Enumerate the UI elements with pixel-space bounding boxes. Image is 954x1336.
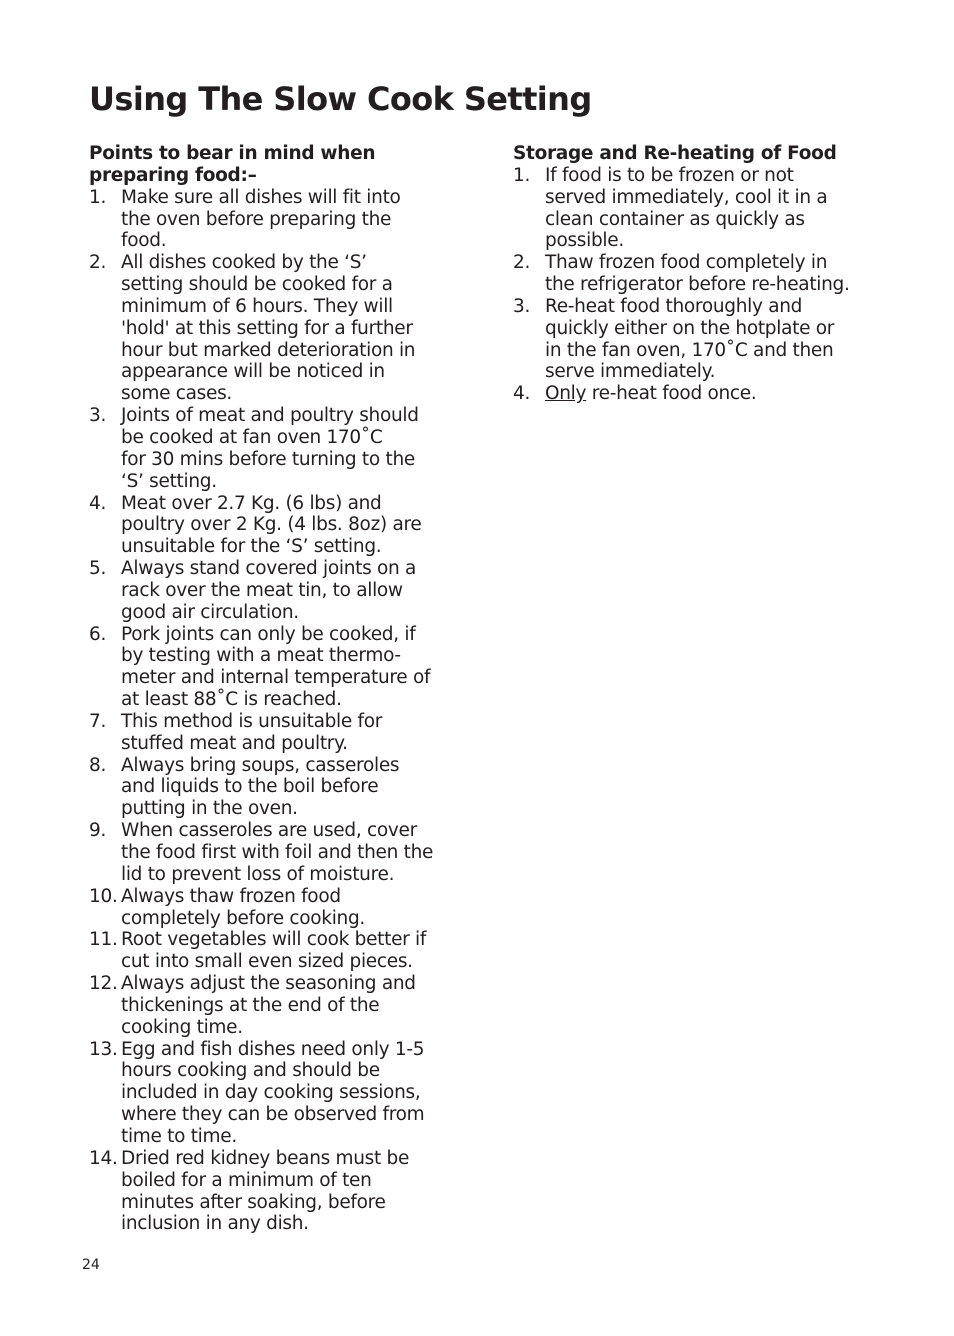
list-item-text: Always adjust the seasoning and thickenings at the end of the cooking time. xyxy=(121,973,416,1038)
list-item-text: Re-heat food thoroughly and quickly either on the hotplate or in the fan oven, 170˚C and then serve immediately. xyxy=(545,295,835,383)
list-item xyxy=(89,755,461,821)
list-item-number: 3. xyxy=(89,405,107,427)
list-item-number: 9. xyxy=(89,820,107,842)
storage-reheating-section xyxy=(513,143,913,405)
list-item-number: 1. xyxy=(89,186,107,208)
list-item xyxy=(89,711,461,755)
list-item xyxy=(89,558,461,624)
list-item-number: 12. xyxy=(89,973,118,995)
list-item xyxy=(513,383,913,405)
food-preparation-heading: Points to bear in mind when preparing food:– xyxy=(89,143,376,186)
food-preparation-list xyxy=(89,187,461,1236)
list-item xyxy=(513,296,913,383)
list-item xyxy=(89,929,461,973)
list-item-text: All dishes cooked by the ‘S’ setting should be cooked for a minimum of 6 hours. They will 'hold' at this setting for a further hour but marked deterioration in appearance will be noticed in some cases. xyxy=(121,252,416,405)
list-item-text: Always thaw frozen food completely before cooking. xyxy=(121,885,366,929)
list-item xyxy=(89,624,461,711)
list-item-text-rest: re-heat food once. xyxy=(586,383,757,405)
list-item xyxy=(89,1148,461,1235)
list-item-text: Egg and fish dishes need only 1-5 hours cooking and should be included in day cooking sessions, where they can be observed from time to time. xyxy=(121,1038,425,1147)
list-item-text: Meat over 2.7 Kg. (6 lbs) and poultry over 2 Kg. (4 lbs. 8oz) are unsuitable for the ‘S’ setting. xyxy=(121,492,422,558)
list-item-number: 5. xyxy=(89,558,107,580)
food-preparation-section xyxy=(89,143,461,1235)
list-item-text: Pork joints can only be cooked, if by testing with a meat thermo- meter and internal temperature of at least 88˚C is reached. xyxy=(121,623,431,711)
list-item xyxy=(89,973,461,1039)
list-item xyxy=(89,405,461,492)
storage-reheating-heading: Storage and Re-heating of Food xyxy=(513,143,837,164)
list-item-text: Always bring soups, casseroles and liquids to the boil before putting in the oven. xyxy=(121,754,400,820)
list-item-number: 1. xyxy=(513,164,531,186)
list-item-text: When casseroles are used, cover the food first with foil and then the lid to prevent loss of moisture. xyxy=(121,820,434,885)
list-item xyxy=(89,187,461,253)
list-item-text: Dried red kidney beans must be boiled for a minimum of ten minutes after soaking, before inclusion in any dish. xyxy=(121,1147,410,1235)
list-item-number: 11. xyxy=(89,929,118,951)
list-item-number: 10. xyxy=(89,885,118,907)
list-item-number: 6. xyxy=(89,623,107,645)
list-item-number: 4. xyxy=(513,383,531,405)
underlined-emphasis: Only xyxy=(545,383,587,405)
list-item-text: If food is to be frozen or not served immediately, cool it in a clean container as quickly as possible. xyxy=(545,164,828,252)
list-item xyxy=(89,493,461,559)
list-item xyxy=(513,165,913,252)
page-title: Using The Slow Cook Setting xyxy=(89,80,592,118)
list-item-text: Root vegetables will cook better if cut into small even sized pieces. xyxy=(121,929,427,973)
list-item-text: Joints of meat and poultry should be cooked at fan oven 170˚C for 30 mins before turning to the ‘S’ setting. xyxy=(121,405,419,492)
list-item xyxy=(89,886,461,930)
list-item xyxy=(89,1039,461,1148)
list-item-number: 3. xyxy=(513,295,531,317)
list-item-number: 7. xyxy=(89,710,107,732)
list-item-number: 14. xyxy=(89,1147,118,1169)
list-item-text: Make sure all dishes will fit into the oven before preparing the food. xyxy=(121,186,401,252)
list-item-text: This method is unsuitable for stuffed meat and poultry. xyxy=(121,710,383,754)
list-item-number: 13. xyxy=(89,1038,118,1060)
list-item-text xyxy=(545,383,913,405)
list-item-number: 8. xyxy=(89,754,107,776)
storage-reheating-list xyxy=(513,165,913,405)
list-item-number: 2. xyxy=(89,252,107,274)
list-item-text: Always stand covered joints on a rack over the meat tin, to allow good air circulation. xyxy=(121,558,417,623)
list-item-text: Thaw frozen food completely in the refrigerator before re-heating. xyxy=(545,252,850,296)
list-item xyxy=(89,820,461,886)
list-item-number: 4. xyxy=(89,492,107,514)
page-number: 24 xyxy=(82,1257,100,1273)
list-item-number: 2. xyxy=(513,252,531,274)
list-item xyxy=(513,252,913,296)
list-item xyxy=(89,252,461,405)
